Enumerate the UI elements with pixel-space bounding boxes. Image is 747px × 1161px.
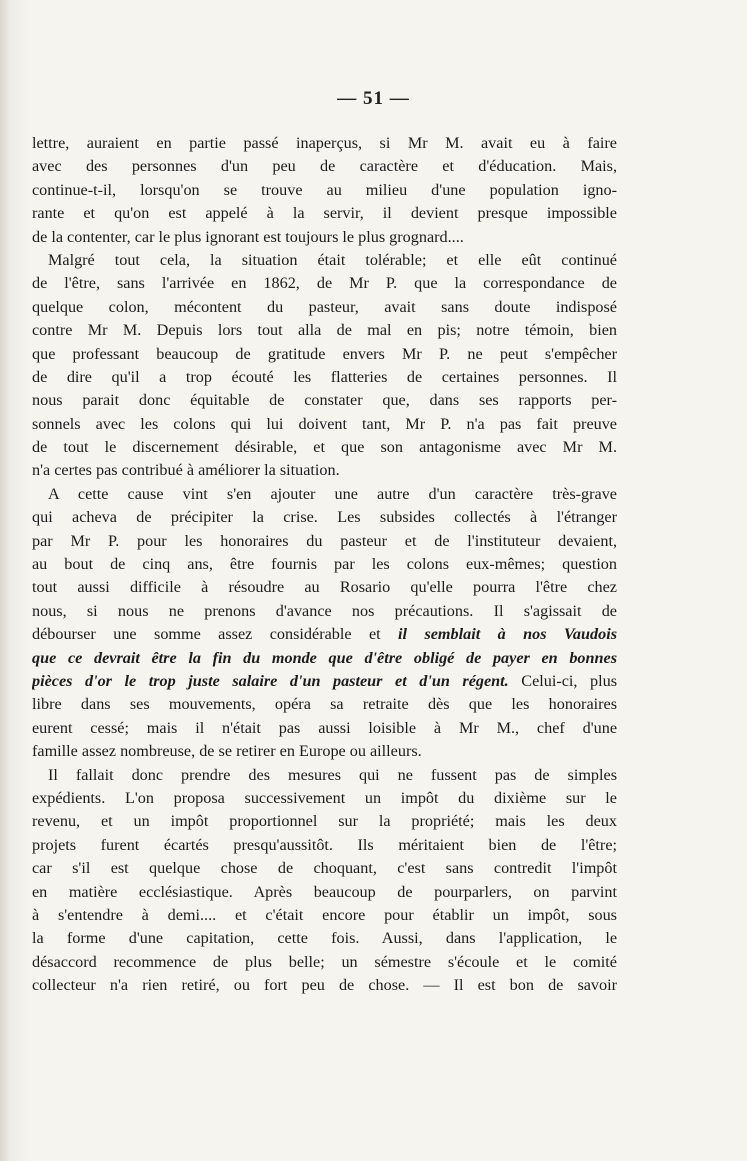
text-segment: quelque colon, mécontent du pasteur, avait sans doute indisposé [32, 297, 617, 316]
text-segment: expédients. L'on proposa successivement un impôt du dixième sur le [32, 788, 617, 807]
text-line [32, 459, 617, 482]
text-segment: A cette cause vint s'en ajouter une autre d'un caractère très-grave [48, 484, 617, 503]
text-line [32, 927, 617, 950]
text-line [32, 717, 617, 740]
text-segment: de dire qu'il a trop écouté les flatteries de certaines personnes. Il [32, 367, 617, 386]
text-segment: eurent cessé; mais il n'était pas aussi loisible à Mr M., chef d'une [32, 718, 617, 737]
text-line [32, 553, 617, 576]
text-segment: par Mr P. pour les honoraires du pasteur et de l'instituteur devaient, [32, 531, 617, 550]
text-segment: qui acheva de précipiter la crise. Les subsides collectés à l'étranger [32, 508, 617, 527]
text-segment: projets furent écartés presqu'aussitôt. Ils méritaient bien de l'être; [32, 835, 617, 854]
text-segment: sonnels avec les colons qui lui doivent tant, Mr P. n'a pas fait preuve [32, 414, 617, 433]
text-segment: nous, si nous ne prenons d'avance nos précautions. Il s'agissait de [32, 601, 617, 620]
text-segment: libre dans ses mouvements, opéra sa retraite dès que les honoraires [32, 695, 617, 714]
text-line [32, 249, 617, 272]
text-line [32, 483, 617, 506]
text-line [32, 670, 617, 693]
italic-segment: il semblait à nos Vaudois [398, 625, 617, 644]
text-segment: à s'entendre à demi.... et c'était encore pour établir un impôt, sous [32, 905, 617, 924]
page-number: — 51 — [337, 88, 410, 109]
text-line [32, 576, 617, 599]
text-segment: de tout le discernement désirable, et que son antagonisme avec Mr M. [32, 438, 617, 457]
text-line [32, 693, 617, 716]
text-segment: car s'il est quelque chose de choquant, c'est sans contredit l'impôt [32, 859, 617, 878]
text-line [32, 647, 617, 670]
text-line [32, 951, 617, 974]
text-line [32, 202, 617, 225]
text-line [32, 272, 617, 295]
text-segment: débourser une somme assez considérable et [32, 625, 399, 644]
text-segment: continue-t-il, lorsqu'on se trouve au milieu d'une population igno- [32, 180, 617, 199]
text-line [32, 974, 617, 997]
text-segment: n'a certes pas contribué à améliorer la situation. [32, 461, 340, 480]
text-line [32, 413, 617, 436]
text-segment: avec des personnes d'un peu de caractère et d'éducation. Mais, [32, 157, 617, 176]
text-line [32, 343, 617, 366]
text-line [32, 366, 617, 389]
text-segment: collecteur n'a rien retiré, ou fort peu de chose. — Il est bon de savoir [32, 976, 617, 995]
text-line [32, 296, 617, 319]
text-line [32, 810, 617, 833]
text-line [32, 623, 617, 646]
body-text [32, 132, 617, 997]
text-segment: contre Mr M. Depuis lors tout alla de mal en pis; notre témoin, bien [32, 321, 617, 340]
text-line [32, 530, 617, 553]
text-line [32, 226, 617, 249]
text-line [32, 857, 617, 880]
text-line [32, 834, 617, 857]
text-segment: lettre, auraient en partie passé inaperçus, si Mr M. avait eu à faire [32, 134, 617, 152]
text-segment: Malgré tout cela, la situation était tolérable; et elle eût continué [48, 250, 617, 269]
text-segment: famille assez nombreuse, de se retirer en Europe ou ailleurs. [32, 742, 422, 761]
text-segment: en matière ecclésiastique. Après beaucoup de pourparlers, on parvint [32, 882, 617, 901]
text-segment: rante et qu'on est appelé à la servir, il devient presque impossible [32, 204, 617, 223]
text-segment: que professant beaucoup de gratitude envers Mr P. ne peut s'empêcher [32, 344, 617, 363]
text-line [32, 881, 617, 904]
text-line [32, 764, 617, 787]
text-line [32, 600, 617, 623]
text-segment: Il fallait donc prendre des mesures qui ne fussent pas de simples [48, 765, 617, 784]
text-line [32, 787, 617, 810]
italic-segment: pièces d'or le trop juste salaire d'un pasteur et d'un régent. [32, 671, 509, 690]
text-segment: au bout de cinq ans, être fournis par les colons eux-mêmes; question [32, 555, 617, 574]
italic-segment: que ce devrait être la fin du monde que d'être obligé de payer en bonnes [32, 648, 617, 667]
text-line [32, 179, 617, 202]
text-line [32, 740, 617, 763]
text-segment: de la contenter, car le plus ignorant est toujours le plus grognard.... [32, 227, 464, 246]
text-line [32, 904, 617, 927]
text-segment: la forme d'une capitation, cette fois. Aussi, dans l'application, le [32, 929, 617, 948]
text-segment: désaccord recommence de plus belle; un sémestre s'écoule et le comité [32, 952, 617, 971]
text-line [32, 319, 617, 342]
text-segment: Celui-ci, plus [508, 671, 617, 690]
text-segment: nous parait donc équitable de constater que, dans ses rapports per- [32, 391, 617, 410]
text-segment: de l'être, sans l'arrivée en 1862, de Mr P. que la correspondance de [32, 274, 617, 293]
text-line [32, 506, 617, 529]
text-segment: revenu, et un impôt proportionnel sur la propriété; mais les deux [32, 812, 617, 831]
text-line [32, 155, 617, 178]
text-line [32, 132, 617, 155]
text-line [32, 436, 617, 459]
text-segment: tout aussi difficile à résoudre au Rosario qu'elle pourra l'être chez [32, 578, 617, 597]
text-line [32, 389, 617, 412]
